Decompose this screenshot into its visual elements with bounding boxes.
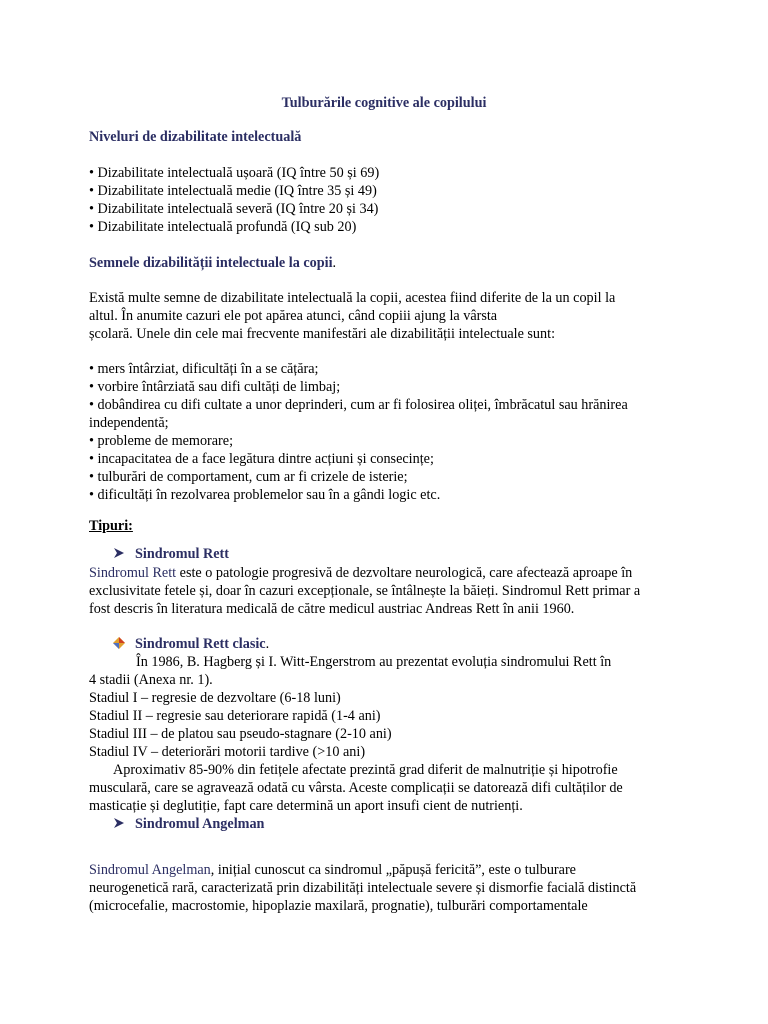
stage-line: Stadiul IV – deteriorări motorii tardive (>10 ani)	[89, 744, 366, 760]
document-title: Tulburările cognitive ale copilului	[281, 95, 487, 111]
list-item: • incapacitatea de a face legătura dintre acțiuni și consecințe;	[89, 451, 434, 467]
angelman-paragraph	[89, 861, 681, 915]
angelman-term: Sindromul Angelman	[89, 862, 211, 878]
paragraph-line: este o patologie progresivă de dezvoltare neurologică, care afectează aproape în	[176, 565, 633, 581]
heading-suffix: .	[265, 636, 270, 652]
rett-heading-row	[89, 545, 681, 563]
section-heading-levels: Niveluri de dizabilitate intelectuală	[89, 129, 302, 145]
list-item: independentă;	[89, 415, 169, 431]
list-item: • Dizabilitate intelectuală medie (IQ între 35 și 49)	[89, 183, 377, 199]
signs-intro	[89, 289, 681, 343]
paragraph-line: (microcefalie, macrostomie, hipoplazie maxilară, prognatie), tulburări comportamentale	[89, 898, 588, 914]
list-item: • vorbire întârziată sau difi cultăți de limbaj;	[89, 379, 341, 395]
list-item: • dificultăți în rezolvarea problemelor sau în a gândi logic etc.	[89, 487, 441, 503]
stage-line: Stadiul III – de platou sau pseudo-stagnare (2-10 ani)	[89, 726, 392, 742]
paragraph-line: , inițial cunoscut ca sindromul „păpușă fericită”, este o tulburare	[210, 862, 576, 878]
paragraph-line: Aproximativ 85-90% din fetițele afectate prezintă grad diferit de malnutriție și hipotrofie	[113, 762, 618, 778]
list-item: • probleme de memorare;	[89, 433, 234, 449]
paragraph-line: Există multe semne de dizabilitate intelectuală la copii, acestea fiind diferite de la un copil la	[89, 290, 616, 306]
paragraph-line: musculară, care se agravează odată cu vârsta. Aceste complicații se datorează difi cultăților de	[89, 780, 623, 796]
paragraph-line: exclusivitate fetele și, doar în cazuri excepționale, se întâlnește la băieți. Sindromul Rett primar a	[89, 583, 641, 599]
list-item: • Dizabilitate intelectuală severă (IQ între 20 și 34)	[89, 201, 379, 217]
rett-heading: Sindromul Rett	[135, 546, 229, 562]
paragraph-line: fost descris în literatura medicală de către medicul austriac Andreas Rett în anii 1960.	[89, 601, 575, 617]
rett-paragraph	[89, 564, 681, 618]
diamond-bullet-icon	[89, 635, 135, 653]
list-item: • Dizabilitate intelectuală profundă (IQ sub 20)	[89, 219, 357, 235]
rett-classic-heading: Sindromul Rett clasic	[135, 636, 266, 652]
arrow-bullet-icon	[89, 815, 135, 833]
paragraph-line: școlară. Unele din cele mai frecvente manifestări ale dizabilității intelectuale sunt:	[89, 326, 556, 342]
list-item: • mers întârziat, dificultăți în a se cățăra;	[89, 361, 319, 377]
list-item: • dobândirea cu difi cultate a unor deprinderi, cum ar fi folosirea oliței, îmbrăcatul sau hrănirea	[89, 397, 628, 413]
paragraph-line: masticație și deglutiție, fapt care determină un aport insufi cient de nutrienți.	[89, 798, 523, 814]
heading-suffix: .	[332, 255, 337, 271]
paragraph-line: neurogenetică rară, caracterizată prin dizabilități intelectuale severe și dismorfie facială distinctă	[89, 880, 637, 896]
paragraph-line: În 1986, B. Hagberg și I. Witt-Engerstrom au prezentat evoluția sindromului Rett în	[136, 654, 612, 670]
section-signs	[89, 254, 681, 272]
levels-list	[89, 164, 681, 236]
stage-line: Stadiul I – regresie de dezvoltare (6-18 luni)	[89, 690, 341, 706]
section-levels	[89, 128, 681, 146]
angelman-heading-row	[89, 815, 681, 833]
types-section	[89, 517, 681, 535]
types-heading: Tipuri:	[89, 518, 133, 534]
paragraph-line: 4 stadii (Anexa nr. 1).	[89, 672, 213, 688]
angelman-heading: Sindromul Angelman	[135, 816, 265, 832]
section-heading-signs: Semnele dizabilității intelectuale la copii	[89, 255, 333, 271]
arrow-bullet-icon	[89, 545, 135, 563]
stage-line: Stadiul II – regresie sau deteriorare rapidă (1-4 ani)	[89, 708, 381, 724]
rett-term: Sindromul Rett	[89, 565, 177, 581]
rett-classic-heading-row	[89, 635, 681, 653]
paragraph-line: altul. În anumite cazuri ele pot apărea atunci, când copiii ajung la vârsta	[89, 308, 498, 324]
rett-classic-stages	[89, 653, 681, 815]
list-item: • Dizabilitate intelectuală ușoară (IQ între 50 și 69)	[89, 165, 380, 181]
signs-list	[89, 360, 681, 504]
list-item: • tulburări de comportament, cum ar fi crizele de isterie;	[89, 469, 408, 485]
